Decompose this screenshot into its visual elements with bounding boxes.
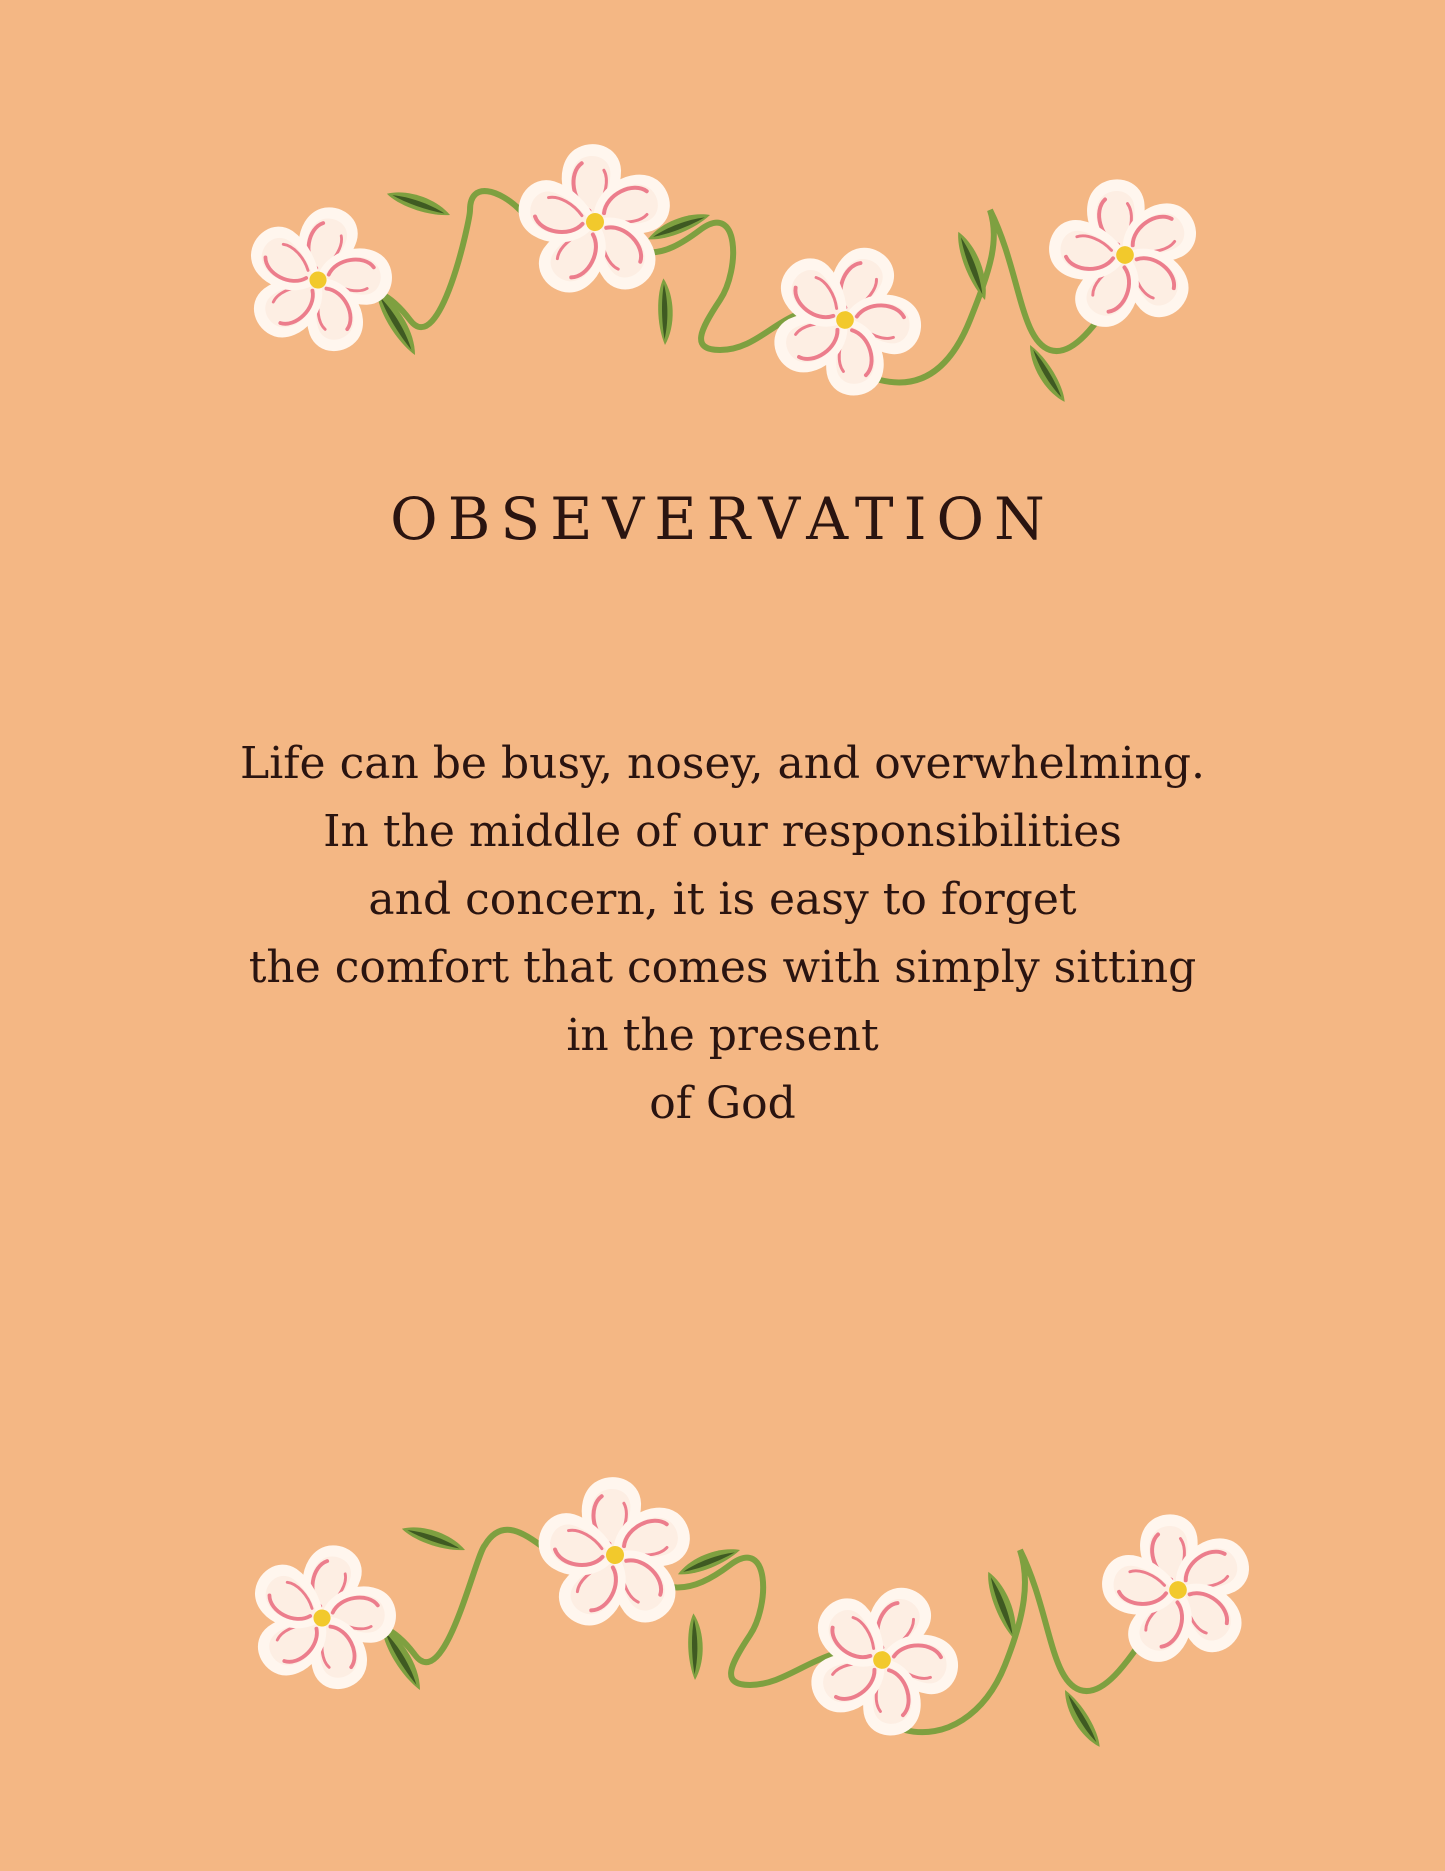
body-line: in the present <box>566 1010 879 1061</box>
body-line: of God <box>649 1078 796 1129</box>
page-title: OBSEVERVATION <box>390 485 1055 553</box>
body-line: and concern, it is easy to forget <box>368 874 1077 925</box>
body-text <box>0 730 1445 1138</box>
body-line: the comfort that comes with simply sitting <box>248 942 1197 993</box>
top-flower-vine-icon <box>0 120 1445 420</box>
body-line: In the middle of our responsibilities <box>323 806 1122 857</box>
bottom-flower-vine-icon <box>0 1460 1445 1760</box>
body-line: Life can be busy, nosey, and overwhelming. <box>239 738 1206 789</box>
